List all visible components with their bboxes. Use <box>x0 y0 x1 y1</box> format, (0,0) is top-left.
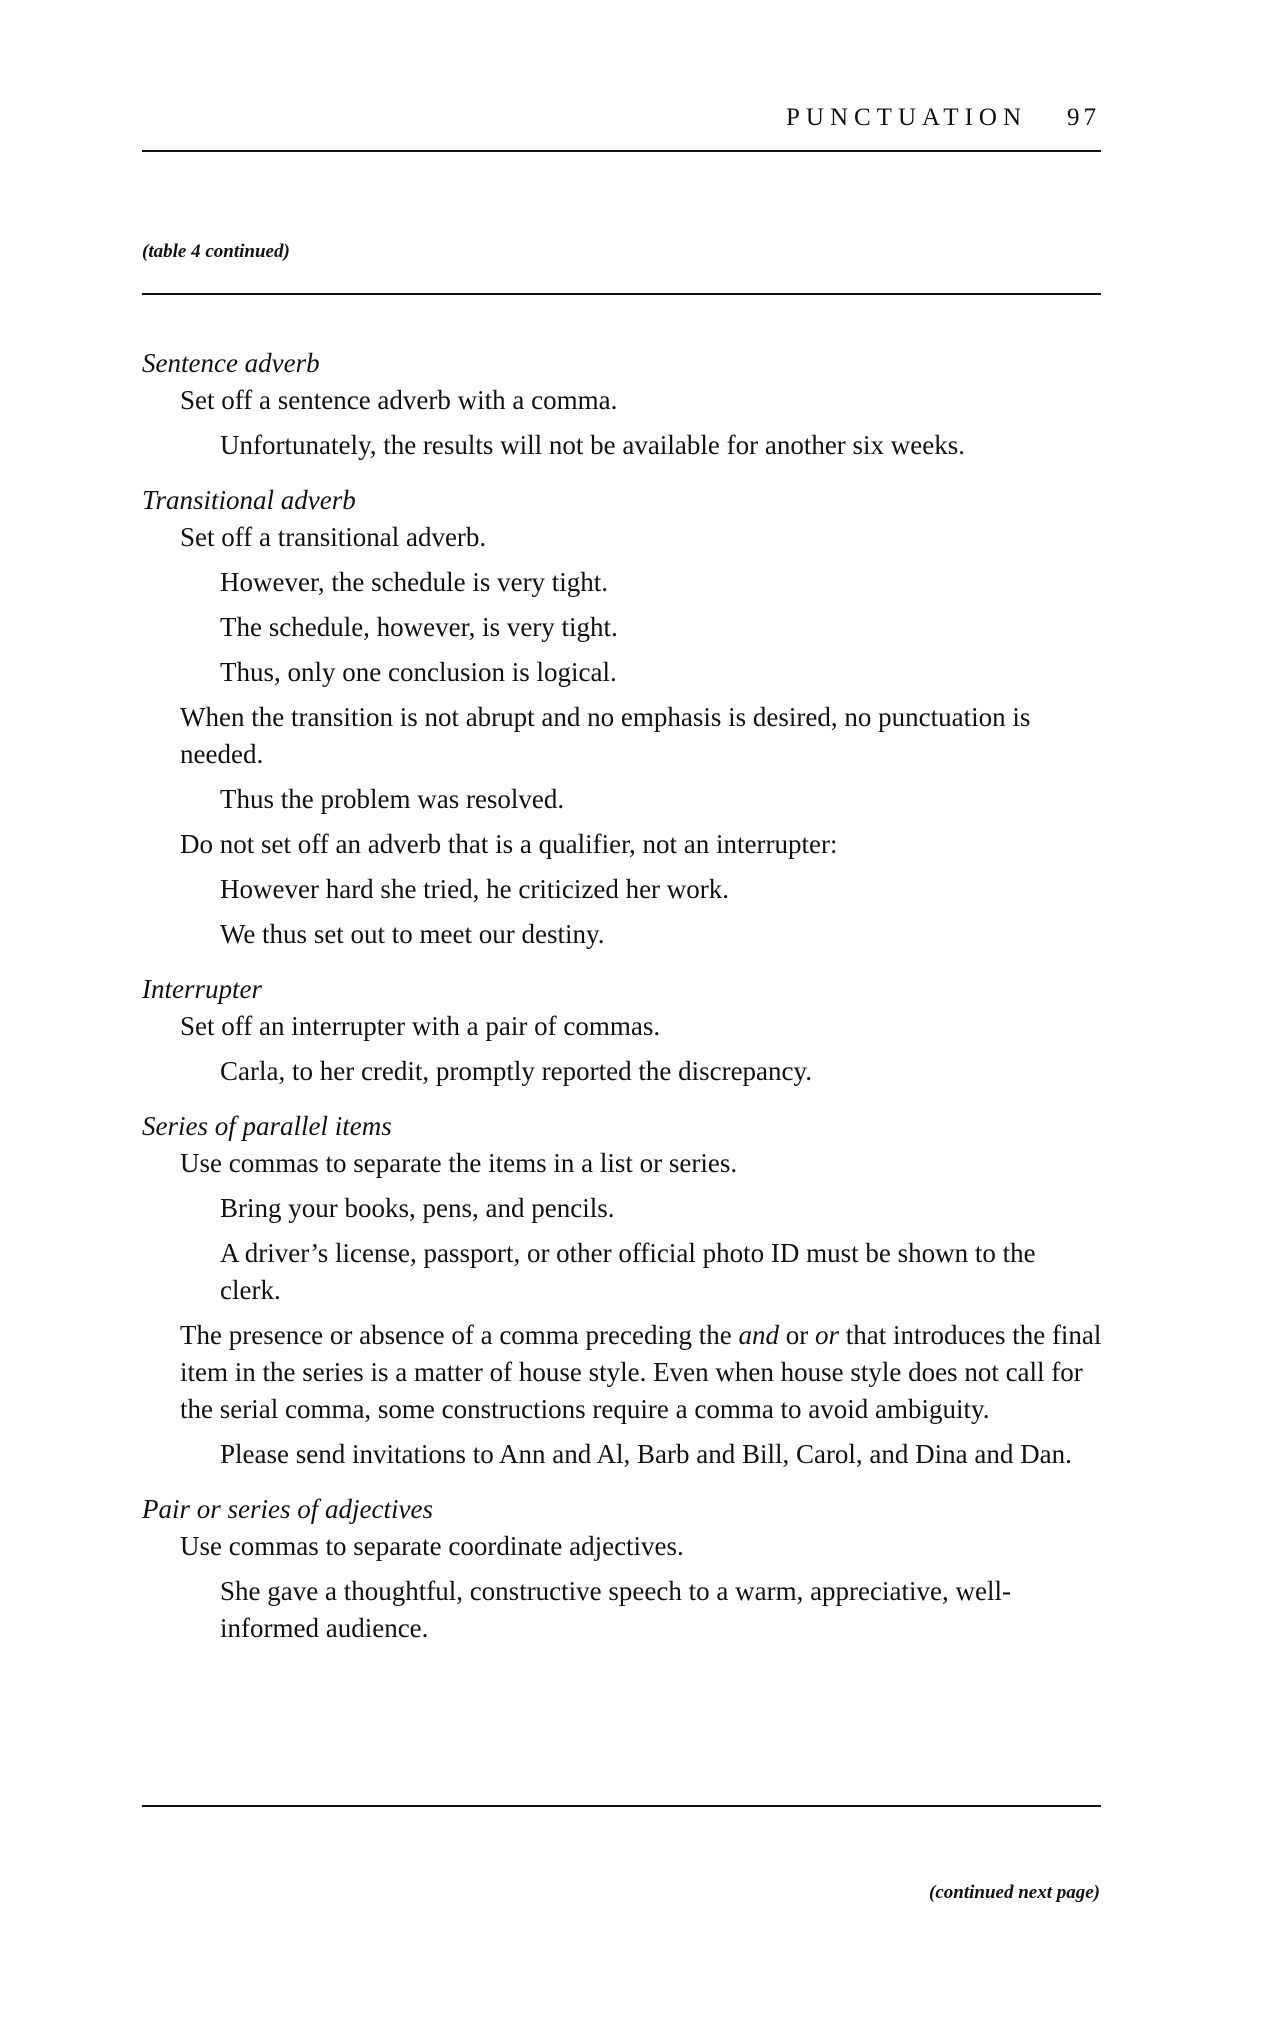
rule-text-part: or <box>778 1320 815 1350</box>
rule-text: Set off an interrupter with a pair of commas. <box>180 1011 661 1041</box>
table-top-rule <box>142 293 1101 295</box>
table-body <box>142 345 1102 1665</box>
rule-text: Do not set off an adverb that is a qualifier, not an interrupter: <box>180 829 838 859</box>
section-heading: Pair or series of adjectives <box>142 1494 433 1524</box>
rule-text-part: that introduces the final item in the series is a matter of house style. Even when house style does not call for the serial comma, some constructions require a comma to avoid ambiguity. <box>180 1320 1102 1424</box>
section-heading: Series of parallel items <box>142 1111 392 1141</box>
emphasized-word: and <box>738 1320 779 1350</box>
example-sentence: Carla, to her credit, promptly reported the discrepancy. <box>220 1056 813 1086</box>
example-sentence: Bring your books, pens, and pencils. <box>220 1193 615 1223</box>
section-series-of-parallel-items <box>142 1108 1102 1473</box>
table-bottom-rule <box>142 1805 1101 1807</box>
section-heading: Sentence adverb <box>142 348 320 378</box>
section-sentence-adverb <box>142 345 1102 464</box>
example-sentence: She gave a thoughtful, constructive speech to a warm, appreciative, well-informed audience. <box>220 1576 1011 1643</box>
table-continued-label: (table 4 continued) <box>142 241 290 262</box>
rule-text-serial-comma <box>180 1317 1102 1428</box>
running-header <box>0 104 1100 132</box>
running-head-title: PUNCTUATION <box>786 104 1027 131</box>
continued-next-page-label: (continued next page) <box>929 1882 1100 1903</box>
example-sentence: A driver’s license, passport, or other official photo ID must be shown to the clerk. <box>220 1238 1036 1305</box>
example-sentence: However, the schedule is very tight. <box>220 567 609 597</box>
example-sentence: Thus, only one conclusion is logical. <box>220 657 617 687</box>
section-interrupter <box>142 971 1102 1090</box>
example-sentence: Unfortunately, the results will not be available for another six weeks. <box>220 430 966 460</box>
example-sentence: The schedule, however, is very tight. <box>220 612 618 642</box>
example-sentence: Please send invitations to Ann and Al, Barb and Bill, Carol, and Dina and Dan. <box>220 1439 1072 1469</box>
rule-text: Set off a sentence adverb with a comma. <box>180 385 618 415</box>
rule-text-part: The presence or absence of a comma preceding the <box>180 1320 739 1350</box>
example-sentence: However hard she tried, he criticized her work. <box>220 874 730 904</box>
rule-text: Use commas to separate coordinate adjectives. <box>180 1531 684 1561</box>
header-rule <box>142 150 1101 152</box>
section-pair-or-series-of-adjectives <box>142 1491 1102 1647</box>
example-sentence: We thus set out to meet our destiny. <box>220 919 605 949</box>
section-heading: Interrupter <box>142 974 262 1004</box>
rule-text: Set off a transitional adverb. <box>180 522 487 552</box>
emphasized-word: or <box>814 1320 839 1350</box>
rule-text: Use commas to separate the items in a list or series. <box>180 1148 738 1178</box>
section-heading: Transitional adverb <box>142 485 356 515</box>
page-number: 97 <box>1067 104 1100 131</box>
example-sentence: Thus the problem was resolved. <box>220 784 565 814</box>
rule-text: When the transition is not abrupt and no emphasis is desired, no punctuation is needed. <box>180 702 1031 769</box>
section-transitional-adverb <box>142 482 1102 953</box>
